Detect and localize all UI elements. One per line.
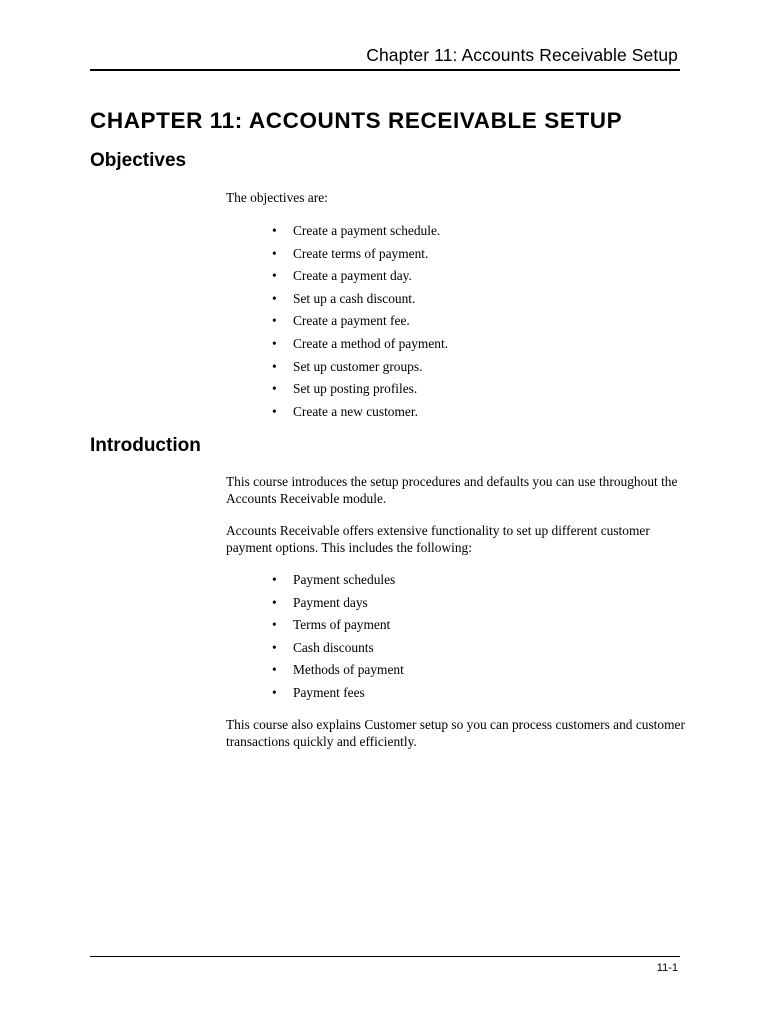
bullet-icon: • bbox=[272, 617, 277, 633]
paragraph-text: Accounts Receivable offers extensive functionality to set up different customer payment options. This includes the following: bbox=[226, 523, 650, 555]
list-item-text: Set up posting profiles. bbox=[293, 381, 418, 397]
list-item-text: Cash discounts bbox=[293, 639, 374, 655]
bullet-icon: • bbox=[272, 245, 277, 261]
introduction-paragraph-1 bbox=[226, 474, 686, 507]
list-item bbox=[272, 291, 448, 314]
list-item-text: Payment days bbox=[293, 594, 368, 610]
list-item-text: Methods of payment bbox=[293, 662, 404, 678]
list-item bbox=[272, 595, 404, 618]
list-item-text: Terms of payment bbox=[293, 617, 391, 633]
list-item-text: Payment fees bbox=[293, 684, 365, 700]
objectives-intro bbox=[226, 190, 686, 207]
bullet-icon: • bbox=[272, 594, 277, 610]
list-item bbox=[272, 685, 404, 708]
list-item bbox=[272, 336, 448, 359]
list-item-text: Create a payment fee. bbox=[293, 313, 410, 329]
bullet-icon: • bbox=[272, 662, 277, 678]
list-item bbox=[272, 572, 404, 595]
paragraph-text: This course introduces the setup procedures and defaults you can use throughout the Accounts Receivable module. bbox=[226, 474, 678, 506]
list-item-text: Create a payment schedule. bbox=[293, 223, 441, 238]
chapter-title: CHAPTER 11: ACCOUNTS RECEIVABLE SETUP bbox=[90, 108, 623, 133]
list-item-text: Create terms of payment. bbox=[293, 245, 429, 261]
introduction-paragraph-3 bbox=[226, 717, 686, 750]
list-item bbox=[272, 640, 404, 663]
list-item-text: Create a new customer. bbox=[293, 403, 418, 419]
bullet-icon: • bbox=[272, 313, 277, 329]
list-item-text: Create a payment day. bbox=[293, 268, 412, 284]
bullet-icon: • bbox=[272, 639, 277, 655]
bullet-icon: • bbox=[272, 381, 277, 397]
paragraph-text: This course also explains Customer setup so you can process customers and customer transactions quickly and efficiently. bbox=[226, 717, 685, 749]
bullet-icon: • bbox=[272, 223, 277, 238]
bullet-icon: • bbox=[272, 290, 277, 306]
header-rule bbox=[90, 69, 680, 71]
bullet-icon: • bbox=[272, 335, 277, 351]
objectives-heading: Objectives bbox=[90, 150, 187, 171]
list-item bbox=[272, 223, 448, 246]
list-item bbox=[272, 381, 448, 404]
page-number: 11-1 bbox=[656, 962, 678, 974]
list-item-text: Payment schedules bbox=[293, 572, 396, 587]
list-item-text: Set up a cash discount. bbox=[293, 290, 416, 306]
list-item bbox=[272, 662, 404, 685]
introduction-heading: Introduction bbox=[90, 435, 201, 456]
bullet-icon: • bbox=[272, 268, 277, 284]
list-item bbox=[272, 268, 448, 291]
running-header: Chapter 11: Accounts Receivable Setup bbox=[366, 45, 678, 65]
introduction-paragraph-2 bbox=[226, 523, 686, 556]
list-item bbox=[272, 313, 448, 336]
list-item bbox=[272, 359, 448, 382]
objectives-list bbox=[272, 223, 448, 426]
objectives-intro-text: The objectives are: bbox=[226, 190, 328, 205]
bullet-icon: • bbox=[272, 684, 277, 700]
list-item-text: Set up customer groups. bbox=[293, 358, 423, 374]
bullet-icon: • bbox=[272, 403, 277, 419]
bullet-icon: • bbox=[272, 358, 277, 374]
bullet-icon: • bbox=[272, 572, 277, 587]
payment-options-list bbox=[272, 572, 404, 708]
list-item bbox=[272, 617, 404, 640]
list-item bbox=[272, 246, 448, 269]
list-item-text: Create a method of payment. bbox=[293, 335, 449, 351]
footer-rule bbox=[90, 956, 680, 957]
list-item bbox=[272, 404, 448, 427]
